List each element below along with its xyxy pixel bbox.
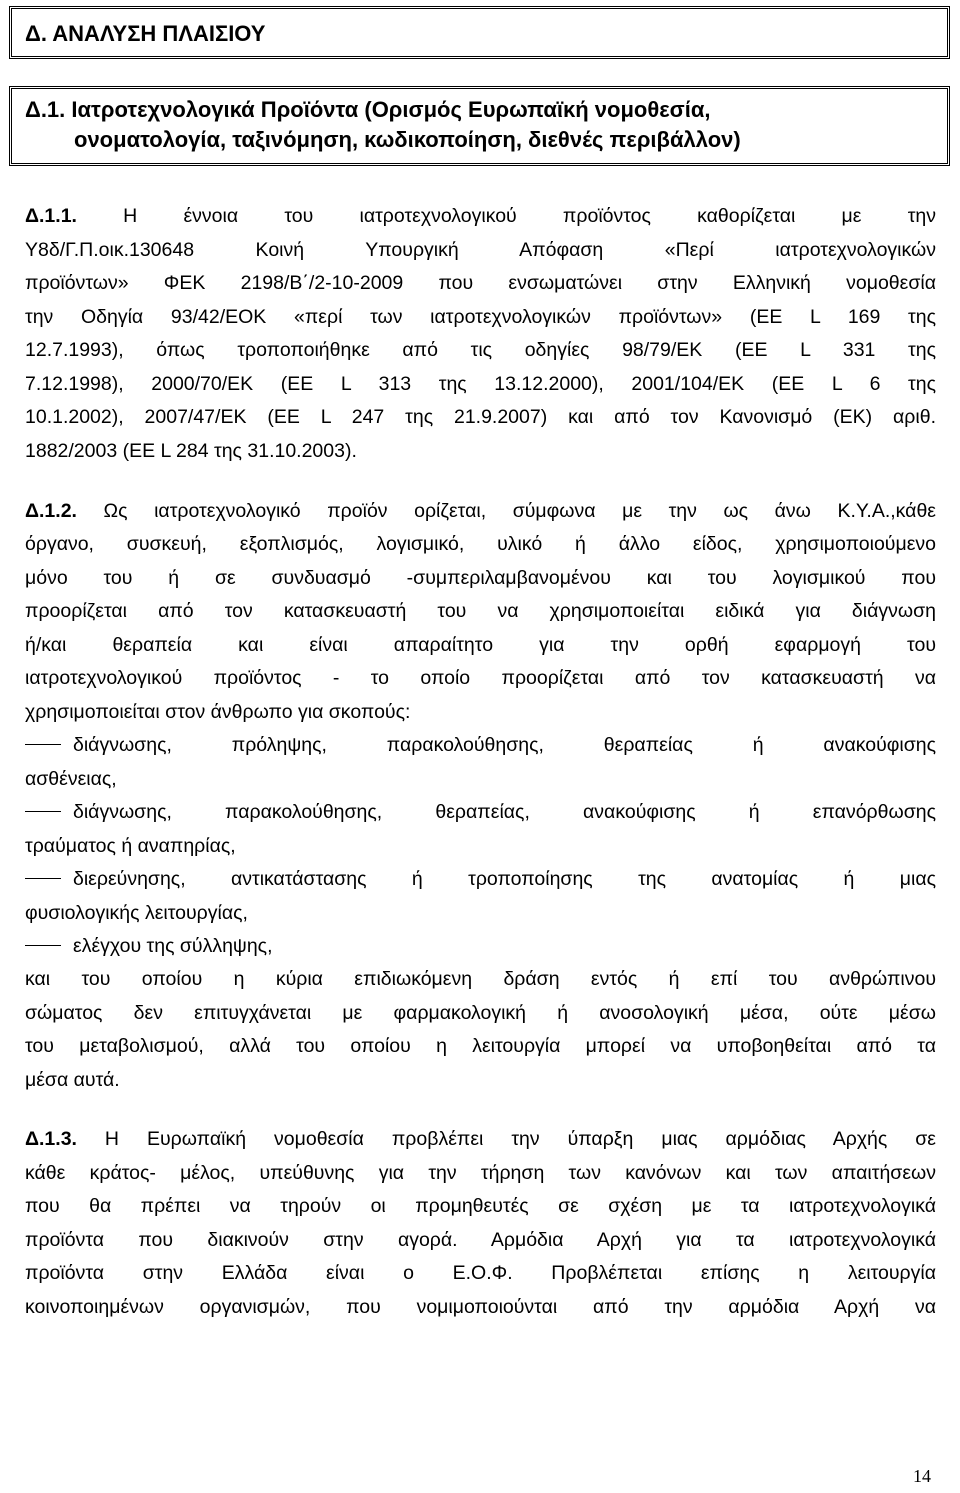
list-item [25,732,936,758]
line-text: Η έννοια του ιατροτεχνολογικού προϊόντος καθορίζεται με την [76,205,936,227]
paragraph-line: κάθε κράτος- μέλος, υπεύθυνης για την τήρηση των κανόνων και των απαιτήσεων [25,1162,936,1184]
paragraph-line: 7.12.1998), 2000/70/ΕΚ (ΕΕ L 313 της 13.12.2000), 2001/104/ΕΚ (ΕΕ L 6 της [25,373,936,395]
em-dash-bullet-icon [25,744,61,745]
list-item-continuation: φυσιολογικής λειτουργίας, [25,902,248,924]
paragraph-line: μόνο του ή σε συνδυασμό -συμπεριλαμβανομένου και του λογισμικού που [25,567,936,589]
paragraph-line: Υ8δ/Γ.Π.οικ.130648 Κοινή Υπουργική Απόφαση «Περί ιατροτεχνολογικών [25,239,936,261]
list-item [25,933,936,959]
paragraph-line: που θα πρέπει να τηρούν οι προμηθευτές σε σχέση με τα ιατροτεχνολογικά [25,1195,936,1217]
paragraph-line: προϊόντα στην Ελλάδα είναι ο Ε.Ο.Φ. Προβλέπεται επίσης η λειτουργία [25,1262,936,1284]
list-item-text: διάγνωσης, παρακολούθησης, θεραπείας, ανακούφισης ή επανόρθωσης [73,801,936,823]
line-text: Ως ιατροτεχνολογικό προϊόν ορίζεται, σύμφωνα με την ως άνω Κ.Υ.Α.,κάθε [76,500,936,522]
paragraph-line: μέσα αυτά. [25,1069,120,1091]
paragraph-line [25,498,936,524]
paragraph-line: προορίζεται από τον κατασκευαστή του να χρησιμοποιείται ειδικά για διάγνωση [25,600,936,622]
list-item-continuation: τραύματος ή αναπηρίας, [25,835,236,857]
paragraph-line [25,203,936,229]
paragraph-line: προϊόντα που διακινούν στην αγορά. Αρμόδια Αρχή για τα ιατροτεχνολογικά [25,1229,936,1251]
subsection-title-line-1: Δ.1. Ιατροτεχνολογικά Προϊόντα (Ορισμός Ευρωπαϊκή νομοθεσία, [25,97,711,122]
section-title-box [9,6,950,59]
paragraph-line: και του οποίου η κύρια επιδιωκόμενη δράση εντός ή επί του ανθρώπινου [25,968,936,990]
paragraph-number: Δ.1.3. [25,1128,77,1150]
list-item-text: διερεύνησης, αντικατάστασης ή τροποποίησης της ανατομίας ή μιας [73,868,936,890]
em-dash-bullet-icon [25,945,61,946]
subsection-title-line-2: ονοματολογία, ταξινόμηση, κωδικοποίηση, διεθνές περιβάλλον) [74,127,741,152]
em-dash-bullet-icon [25,811,61,812]
paragraph-line: 10.1.2002), 2007/47/ΕΚ (ΕΕ L 247 της 21.9.2007) και από τον Κανονισμό (ΕΚ) αριθ. [25,406,936,428]
paragraph-number: Δ.1.1. [25,205,77,227]
line-text: Η Ευρωπαϊκή νομοθεσία προβλέπει την ύπαρξη μιας αρμόδιας Αρχής σε [76,1128,936,1150]
list-item-text: ελέγχου της σύλληψης, [73,935,273,957]
list-item-continuation: ασθένειας, [25,768,117,790]
paragraph-line: χρησιμοποιείται στον άνθρωπο για σκοπούς: [25,701,411,723]
em-dash-bullet-icon [25,878,61,879]
paragraph-line: σώματος δεν επιτυγχάνεται με φαρμακολογική ή ανοσολογική μέσα, ούτε μέσω [25,1002,936,1024]
paragraph-number: Δ.1.2. [25,500,77,522]
paragraph-line [25,1126,936,1152]
list-item [25,866,936,892]
paragraph-line: κοινοποιημένων οργανισμών, που νομιμοποιούνται από την αρμόδια Αρχή να [25,1296,936,1318]
section-title: Δ. ΑΝΑΛΥΣΗ ΠΛΑΙΣΙΟΥ [25,21,266,46]
paragraph-line: την Οδηγία 93/42/ΕΟΚ «περί των ιατροτεχνολογικών προϊόντων» (ΕΕ L 169 της [25,306,936,328]
paragraph-line: ή/και θεραπεία και είναι απαραίτητο για την ορθή εφαρμογή του [25,634,936,656]
page-number: 14 [913,1466,931,1486]
paragraph-line: προϊόντων» ΦΕΚ 2198/Β΄/2-10-2009 που ενσωματώνει στην Ελληνική νομοθεσία [25,272,936,294]
paragraph-line: ιατροτεχνολογικού προϊόντος - το οποίο προορίζεται από τον κατασκευαστή να [25,667,936,689]
list-item-text: διάγνωσης, πρόληψης, παρακολούθησης, θεραπείας ή ανακούφισης [73,734,936,756]
subsection-title-box [9,86,950,166]
list-item [25,799,936,825]
paragraph-line: 1882/2003 (ΕΕ L 284 της 31.10.2003). [25,440,357,462]
paragraph-line: όργανο, συσκευή, εξοπλισμός, λογισμικό, υλικό ή άλλο είδος, χρησιμοποιούμενο [25,533,936,555]
paragraph-line: 12.7.1993), όπως τροποποιήθηκε από τις οδηγίες 98/79/ΕΚ (ΕΕ L 331 της [25,339,936,361]
paragraph-line: του μεταβολισμού, αλλά του οποίου η λειτουργία μπορεί να υποβοηθείται από τα [25,1035,936,1057]
